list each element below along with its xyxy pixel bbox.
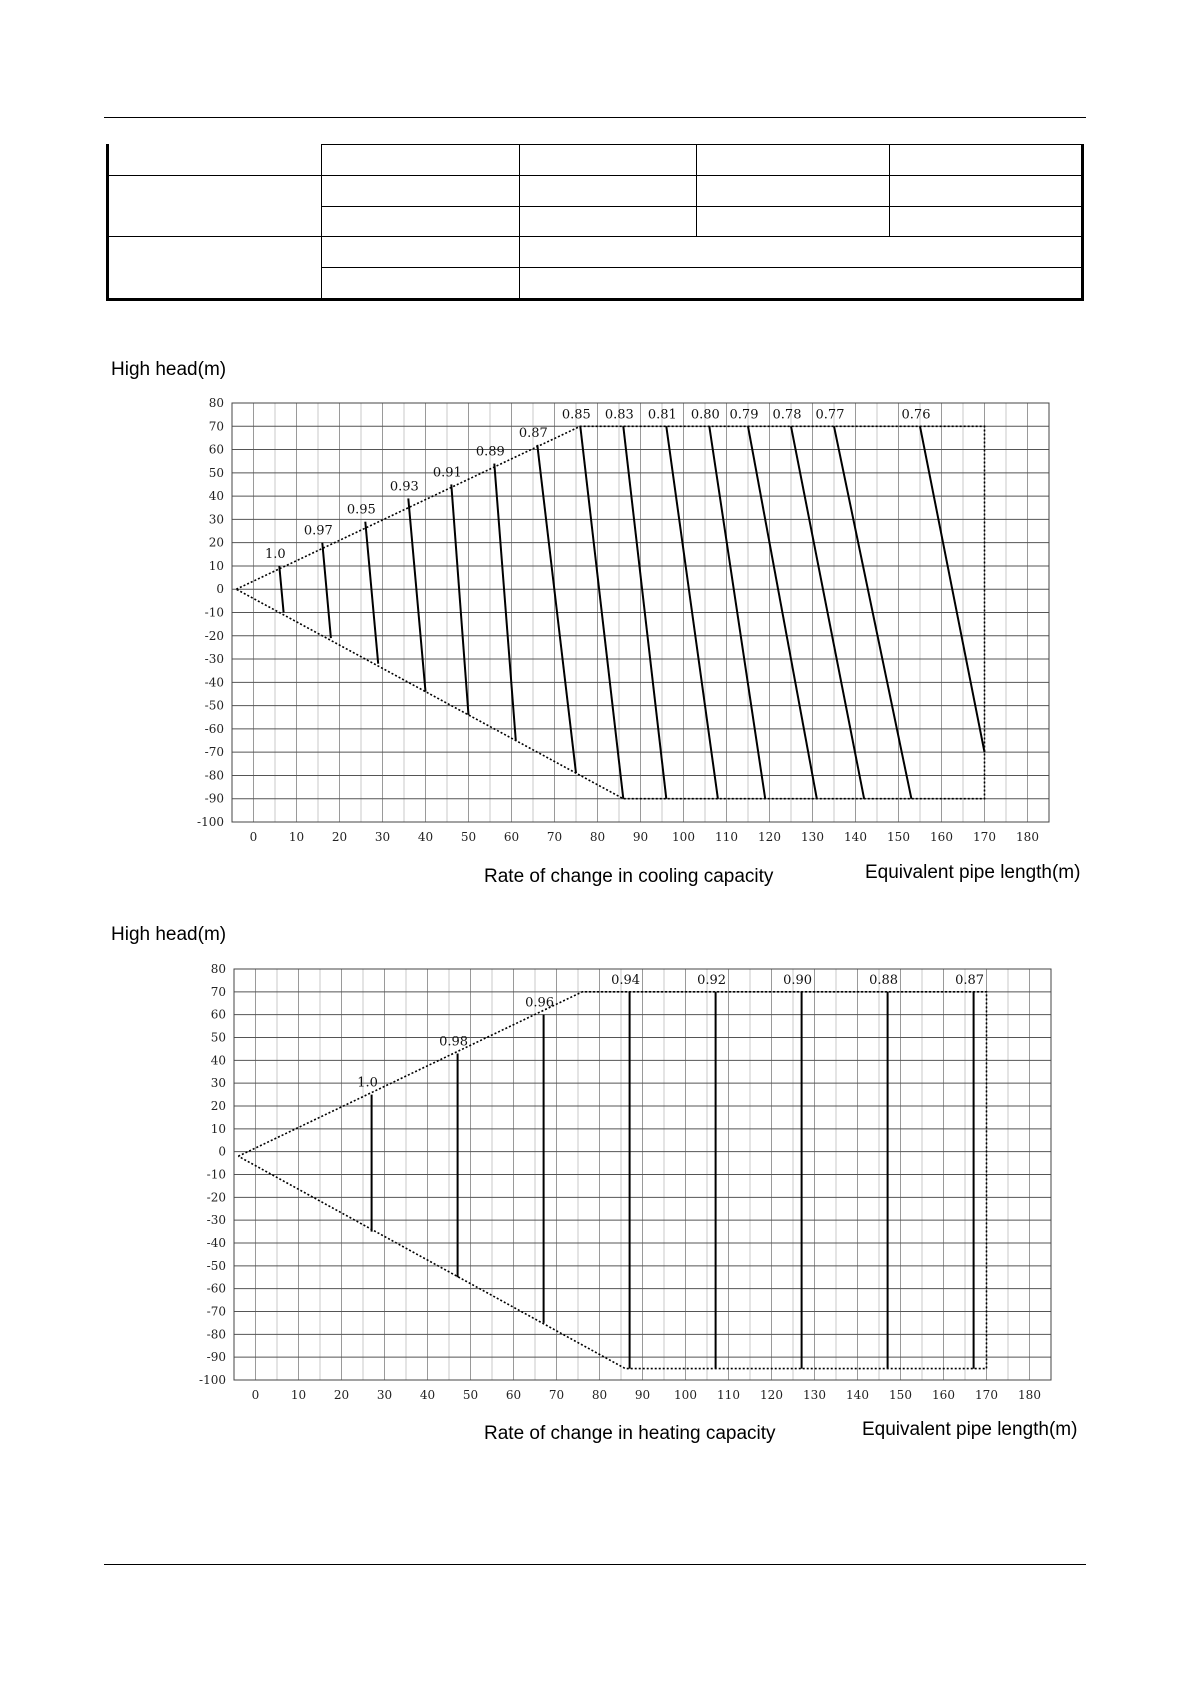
heating-xtick-label: 100 [674, 1388, 697, 1402]
cooling-xtick-label: 40 [417, 830, 434, 844]
table-border-left [106, 144, 109, 301]
heating-ytick-label: -10 [206, 1167, 226, 1182]
cooling-ytick-label: 80 [208, 396, 224, 410]
heating-capacity-label: 0.92 [697, 972, 727, 988]
heating-xtick-label: 130 [803, 1388, 826, 1402]
cooling-ytick-label: -70 [204, 745, 224, 760]
cooling-chart-heading: High head(m) [111, 359, 227, 380]
heating-xtick-label: 180 [1018, 1388, 1041, 1402]
cooling-ytick-label: 50 [208, 465, 224, 480]
heating-capacity-label: 0.87 [955, 972, 985, 988]
cooling-ytick-label: -10 [204, 605, 224, 620]
cooling-plot-frame [232, 403, 1049, 822]
heating-ytick-label: 50 [210, 1030, 226, 1045]
cooling-capacity-line [791, 426, 864, 798]
cooling-xtick-label: 150 [887, 830, 910, 844]
cooling-xtick-label: 70 [546, 830, 563, 844]
cooling-ytick-label: -80 [204, 768, 224, 783]
cooling-ytick-label: -100 [197, 815, 224, 829]
heating-chart-heading: High head(m) [111, 924, 227, 945]
cooling-capacity-line [834, 426, 911, 798]
table-col-divider [321, 144, 322, 299]
table-border-right [1081, 144, 1084, 301]
heating-ytick-label: 60 [210, 1007, 226, 1022]
heating-xtick-label: 80 [591, 1388, 608, 1402]
cooling-ytick-label: 10 [208, 558, 224, 573]
table-row-divider [321, 144, 1084, 145]
cooling-capacity-line [322, 543, 331, 638]
heating-chart-caption: Rate of change in heating capacity [484, 1423, 776, 1444]
cooling-capacity-line [623, 426, 666, 798]
heating-capacity-label: 1.0 [357, 1075, 378, 1091]
cooling-xtick-label: 10 [288, 830, 305, 844]
heating-xtick-label: 170 [975, 1388, 998, 1402]
cooling-ytick-label: 40 [208, 489, 224, 504]
cooling-xtick-label: 160 [930, 830, 953, 844]
heating-xtick-label: 0 [251, 1388, 260, 1402]
cooling-ytick-label: -90 [204, 791, 224, 806]
heating-ytick-label: 40 [210, 1053, 226, 1068]
heating-capacity-label: 0.88 [869, 972, 899, 988]
heating-capacity-label: 0.90 [783, 972, 813, 988]
heating-ytick-label: 30 [210, 1076, 226, 1091]
heating-xtick-label: 20 [333, 1388, 350, 1402]
cooling-capacity-label: 0.83 [604, 407, 634, 423]
cooling-xtick-label: 30 [374, 830, 391, 844]
cooling-ytick-label: -50 [204, 698, 224, 713]
table-row-divider [321, 267, 1084, 268]
heating-xtick-label: 160 [932, 1388, 955, 1402]
cooling-capacity-line [408, 498, 425, 691]
cooling-xtick-label: 120 [758, 830, 781, 844]
heating-ytick-label: -80 [206, 1327, 226, 1342]
cooling-ytick-label: -20 [204, 628, 224, 643]
heating-xtick-label: 120 [760, 1388, 783, 1402]
cooling-xtick-label: 130 [801, 830, 824, 844]
heating-xtick-label: 50 [462, 1388, 479, 1402]
cooling-capacity-line [537, 445, 576, 773]
heating-xtick-label: 10 [290, 1388, 307, 1402]
heating-plot-frame [234, 969, 1051, 1380]
table-row-divider [321, 206, 1084, 207]
cooling-capacity-label: 0.76 [901, 407, 931, 423]
heating-ytick-label: -70 [206, 1304, 226, 1319]
cooling-capacity-label: 0.91 [432, 465, 462, 481]
cooling-xtick-label: 80 [589, 830, 606, 844]
cooling-capacity-label: 0.95 [346, 502, 376, 518]
heating-xtick-label: 110 [717, 1388, 740, 1402]
heating-ytick-label: -30 [206, 1213, 226, 1228]
cooling-ytick-label: 70 [208, 419, 224, 434]
table-col-divider [889, 144, 890, 237]
cooling-capacity-label: 0.97 [303, 523, 333, 539]
cooling-capacity-line [748, 426, 817, 798]
heating-xtick-label: 150 [889, 1388, 912, 1402]
cooling-boundary [236, 426, 984, 798]
cooling-capacity-label: 0.80 [690, 407, 720, 423]
cooling-ytick-label: 20 [208, 535, 224, 550]
cooling-capacity-line [709, 426, 765, 798]
cooling-capacity-label: 0.78 [772, 407, 802, 423]
heating-xtick-label: 40 [419, 1388, 436, 1402]
heating-ytick-label: -40 [206, 1236, 226, 1250]
heating-ytick-label: -100 [199, 1373, 226, 1387]
cooling-ytick-label: -30 [204, 652, 224, 667]
table-border-bottom [106, 298, 1084, 301]
cooling-capacity-line [666, 426, 718, 798]
table-col-divider [519, 144, 520, 299]
spec-table [106, 144, 1084, 301]
cooling-capacity-line [365, 522, 378, 664]
heating-chart-xlabel: Equivalent pipe length(m) [862, 1419, 1078, 1440]
cooling-capacity-label: 0.79 [729, 407, 759, 423]
table-row-divider [106, 236, 1084, 237]
cooling-capacity-label: 0.89 [475, 444, 505, 460]
cooling-capacity-label: 0.87 [518, 425, 548, 441]
heating-xtick-label: 140 [846, 1388, 869, 1402]
heating-ytick-label: 10 [210, 1121, 226, 1136]
heating-boundary [238, 992, 986, 1369]
cooling-ytick-label: 60 [208, 442, 224, 457]
cooling-ytick-label: -40 [204, 675, 224, 690]
cooling-xtick-label: 60 [503, 830, 520, 844]
heating-xtick-label: 30 [376, 1388, 393, 1402]
heating-capacity-label: 0.96 [525, 995, 555, 1011]
cooling-xtick-label: 0 [249, 830, 258, 844]
cooling-chart-caption: Rate of change in cooling capacity [484, 866, 774, 887]
cooling-xtick-label: 140 [844, 830, 867, 844]
heating-ytick-label: -60 [206, 1281, 226, 1296]
cooling-xtick-label: 100 [672, 830, 695, 844]
heating-xtick-label: 70 [548, 1388, 565, 1402]
cooling-capacity-label: 0.77 [815, 407, 845, 423]
heating-ytick-label: -90 [206, 1350, 226, 1365]
cooling-ytick-label: 0 [216, 582, 224, 597]
cooling-capacity-label: 0.85 [561, 407, 591, 423]
cooling-xtick-label: 170 [973, 830, 996, 844]
cooling-capacity-line [920, 426, 985, 752]
cooling-chart-xlabel: Equivalent pipe length(m) [865, 862, 1081, 883]
cooling-capacity-label: 0.81 [647, 407, 677, 423]
heating-ytick-label: 70 [210, 984, 226, 999]
footer-rule [104, 1564, 1086, 1565]
header-rule [104, 117, 1086, 118]
heating-ytick-label: 80 [210, 962, 226, 976]
cooling-capacity-label: 1.0 [264, 546, 286, 562]
cooling-xtick-label: 50 [460, 830, 477, 844]
cooling-capacity-label: 0.93 [389, 479, 419, 495]
cooling-capacity-line [494, 464, 516, 741]
heating-ytick-label: -20 [206, 1190, 226, 1205]
heating-ytick-label: -50 [206, 1258, 226, 1273]
cooling-capacity-line [580, 426, 623, 798]
heating-xtick-label: 60 [505, 1388, 522, 1402]
cooling-xtick-label: 180 [1016, 830, 1039, 844]
heating-capacity-label: 0.98 [439, 1034, 469, 1050]
cooling-xtick-label: 20 [331, 830, 348, 844]
cooling-ytick-label: 30 [208, 512, 224, 527]
cooling-xtick-label: 110 [715, 830, 738, 844]
table-col-divider [696, 144, 697, 237]
cooling-capacity-line [451, 484, 468, 714]
cooling-capacity-line [279, 566, 283, 613]
heating-xtick-label: 90 [634, 1388, 651, 1402]
heating-ytick-label: 0 [218, 1144, 226, 1159]
heating-capacity-label: 0.94 [611, 972, 641, 988]
heating-ytick-label: 20 [210, 1099, 226, 1113]
cooling-ytick-label: -60 [204, 721, 224, 736]
table-row-divider [106, 175, 1084, 176]
cooling-xtick-label: 90 [632, 830, 649, 844]
